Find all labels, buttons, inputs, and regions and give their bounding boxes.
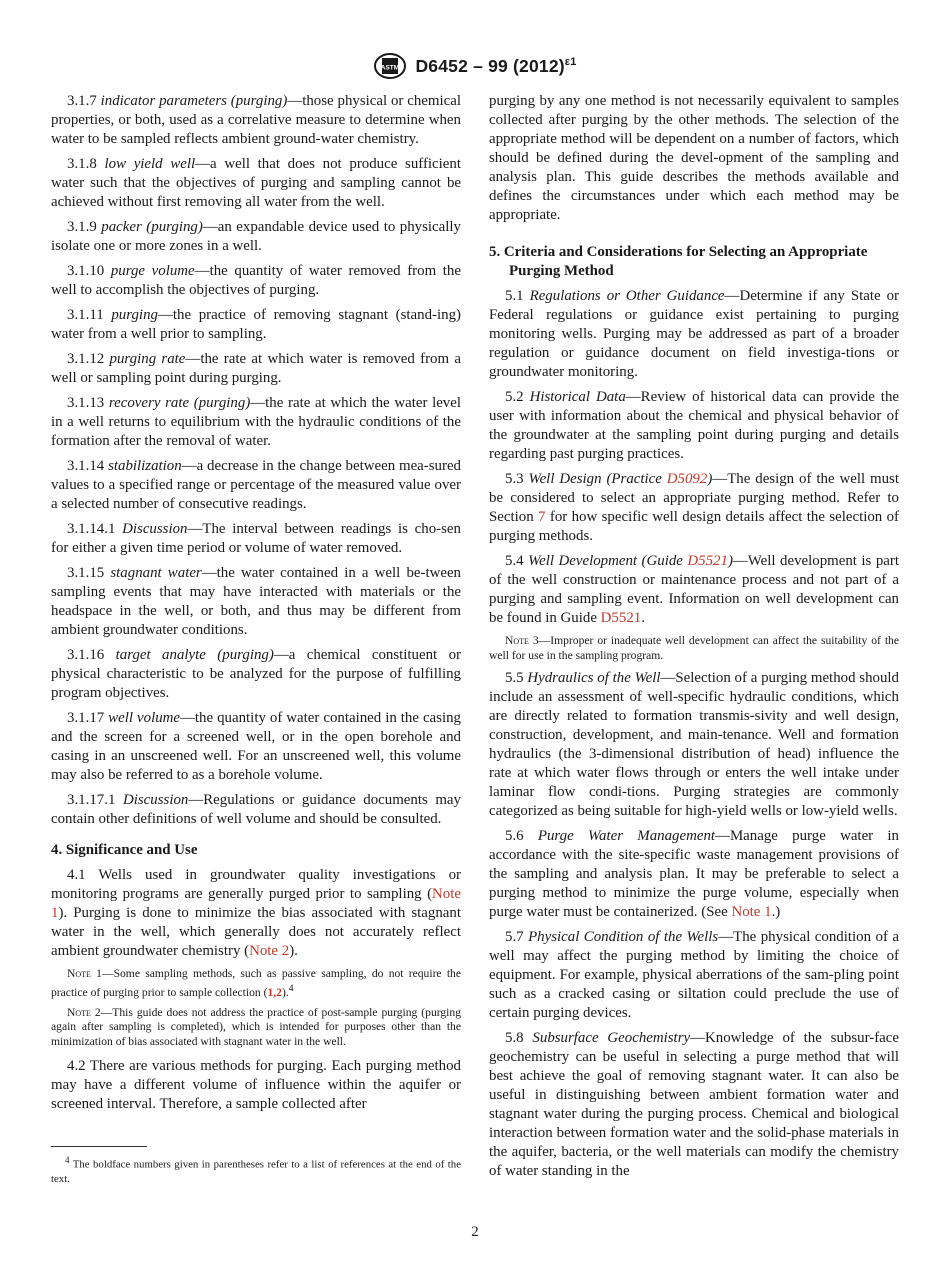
reference-link[interactable]: 1,2 xyxy=(267,985,282,999)
paragraph-5-3: 5.3 Well Design (Practice D5092)—The design of the well must be considered to select an appropriate purging method. Refer to Section 7 for how specific well design details affect the selection of purging methods. xyxy=(489,471,899,544)
page-header xyxy=(0,52,950,80)
astm-logo-icon xyxy=(373,52,407,80)
paragraph-5-1: 5.1 Regulations or Other Guidance—Determine if any State or Federal regulations or guidance exist pertaining to purging monitoring wells. Purging may be addressed as part of a broader regulation or guidance document on field investiga-tions or groundwater monitoring. xyxy=(489,288,899,380)
note-1-link-2[interactable]: Note 1 xyxy=(731,904,772,920)
section-7-link[interactable]: 7 xyxy=(538,509,546,525)
paragraph-4-2: 4.2 There are various methods for purging. Each purging method may have a different volume of influence within the aquifer or screened interval. Therefore, a sample collected after xyxy=(51,1058,461,1113)
page-number: 2 xyxy=(471,1224,479,1240)
definition-3-1-14: 3.1.14 stabilization—a decrease in the change between mea-sured values to a specified range or percentage of the measured value over a selected number of consecutive readings. xyxy=(51,458,461,512)
section-heading-4: 4. Significance and Use xyxy=(51,842,198,858)
definition-3-1-8: 3.1.8 low yield well—a well that does not produce sufficient water such that the objectives of purging and sampling cannot be achieved without first removing all water from the well. xyxy=(51,156,461,210)
definition-3-1-9: 3.1.9 packer (purging)—an expandable device used to physically isolate one or more zones in a well. xyxy=(51,219,461,254)
paragraph-5-2: 5.2 Historical Data—Review of historical data can provide the user with information about the chemical and physical behavior of the groundwater at the sampling point during purging and details regarding past purging practices. xyxy=(489,389,899,462)
paragraph-5-5: 5.5 Hydraulics of the Well—Selection of a purging method should include an assessment of well-specific hydraulic conditions, which are directly related to formation transmis-sivity and well design, construction, development, and main-tenance. Well and formation hydraulics (the 3-dimensional distribution of head) influence the rate at which water flows through or enters the well intake under laminar flow condi-tions. Purging strategies are commonly categorized as being suitable for high-yield wells or low-yield wells. xyxy=(489,670,899,819)
definition-3-1-10: 3.1.10 purge volume—the quantity of water removed from the well to accomplish the objectives of purging. xyxy=(51,263,461,298)
definition-3-1-13: 3.1.13 recovery rate (purging)—the rate at which the water level in a well returns to equilibrium with the hydraulic conditions of the formation after the removal of water. xyxy=(51,395,462,449)
epsilon-superscript: ε1 xyxy=(564,55,577,68)
paragraph-4-1: 4.1 Wells used in groundwater quality investigations or monitoring programs are generally purged prior to sampling (Note 1). Purging is done to minimize the bias associated with stagnant water in the well, which generally does not accurately reflect ambient groundwater chemistry (Note 2). xyxy=(51,867,461,959)
paragraph-5-7: 5.7 Physical Condition of the Wells—The physical condition of a well may affect the purging method by limiting the choice of equipment. For example, physical aberrations of the sam-pling point such as a cracked casing or siltation could preclude the use of certain purging devices. xyxy=(489,929,899,1021)
definition-3-1-17: 3.1.17 well volume—the quantity of water contained in the casing and the screen for a screened well, or in the open borehole and casing in an unscreened well. For an unscreened well, this volume may also be referred to as a borehole volume. xyxy=(51,710,461,783)
footnote-divider xyxy=(51,1146,147,1147)
discussion-3-1-14-1: 3.1.14.1 Discussion—The interval between readings is cho-sen for either a given time period or volume of water removed. xyxy=(51,521,461,556)
discussion-3-1-17-1: 3.1.17.1 Discussion—Regulations or guidance documents may contain other definitions of well volume and should be consulted. xyxy=(51,792,461,827)
definition-3-1-11: 3.1.11 purging—the practice of removing stagnant (stand-ing) water from a well prior to sampling. xyxy=(51,307,461,342)
d5092-link[interactable]: D5092 xyxy=(666,471,708,487)
definition-3-1-15: 3.1.15 stagnant water—the water contained in a well be-tween sampling events that may have interacted with materials or the headspace in the well, or both, and thus may be different from ambient groundwater conditions. xyxy=(51,565,462,638)
definition-3-1-7: 3.1.7 indicator parameters (purging)—those physical or chemical properties, or both, used as a correlative measure to determine when water to be sampled reflects ambient ground-water chemistry. xyxy=(51,93,461,147)
svg-text:ASTM: ASTM xyxy=(381,64,400,72)
paragraph-4-2-continued: purging by any one method is not necessarily equivalent to samples collected after purging by the other methods. The selection of the appropriate method will be dependent on a number of factors, which should be defined during the devel-opment of the sampling and analysis plan. This guide describes the methods available and defines the circumstances under which each method may be appropriate. xyxy=(489,93,899,223)
paragraph-5-6: 5.6 Purge Water Management—Manage purge water in accordance with the site-specific waste management provisions of the sampling and analysis plan. It may be preferable to select a purging method to minimize the purge volume, especially when purge water must be containerized. (See Note 1.) xyxy=(489,828,899,920)
d5521-guide-link[interactable]: D5521 xyxy=(600,610,642,626)
right-column xyxy=(489,92,899,1187)
note-1-link[interactable]: Note 1 xyxy=(51,886,461,921)
footnote-4: $^4$ The boldface numbers given in parentheses refer to a list of references at the end of the text. xyxy=(51,1155,461,1185)
note-2: Note 2—This guide does not address the practice of post-sample purging (purging again after sampling is completed), which is intended for purposes other than the minimization of bias associated with stagnant water in the well. xyxy=(51,1005,462,1048)
standard-designation: D6452 – 99 $(2012)^{\varepsilon 1}$ xyxy=(415,55,577,76)
note-2-link[interactable]: Note 2 xyxy=(249,943,290,959)
definition-3-1-12: 3.1.12 purging rate—the rate at which water is removed from a well or sampling point during purging. xyxy=(51,351,461,386)
section-heading-5: 5. Criteria and Considerations for Selecting an Appropriate Purging Method xyxy=(489,244,868,279)
paragraph-5-4: 5.4 Well Development (Guide D5521)—Well development is part of the well construction or maintenance process and not part of a purging and sampling event. Information on well development can be found in Guide D5521. xyxy=(489,553,899,626)
left-column xyxy=(51,92,461,1186)
d5521-link[interactable]: D5521 xyxy=(687,553,728,569)
paragraph-5-8: 5.8 Subsurface Geochemistry—Knowledge of the subsur-face geochemistry can be useful in selecting a purge method that will best achieve the goal of removing stagnant water. It can also be useful in distinguishing between ambient formation water and stagnant water during the purging process. Chemical and biological interaction between formation water and the solid-phase materials in the aquifer, bacteria, or the well materials can modify the chemistry of water standing in the xyxy=(489,1030,899,1179)
note-1: Note 1—Some sampling methods, such as passive sampling, do not require the practice of purging prior to sample collection (1,2).$^4$ xyxy=(51,967,461,999)
definition-3-1-16: 3.1.16 target analyte (purging)—a chemical constituent or physical characteristic to be analyzed for the purpose of fulfilling program objectives. xyxy=(51,647,461,701)
note-3: Note 3—Improper or inadequate well development can affect the suitability of the well for use in the sampling program. xyxy=(489,634,899,662)
